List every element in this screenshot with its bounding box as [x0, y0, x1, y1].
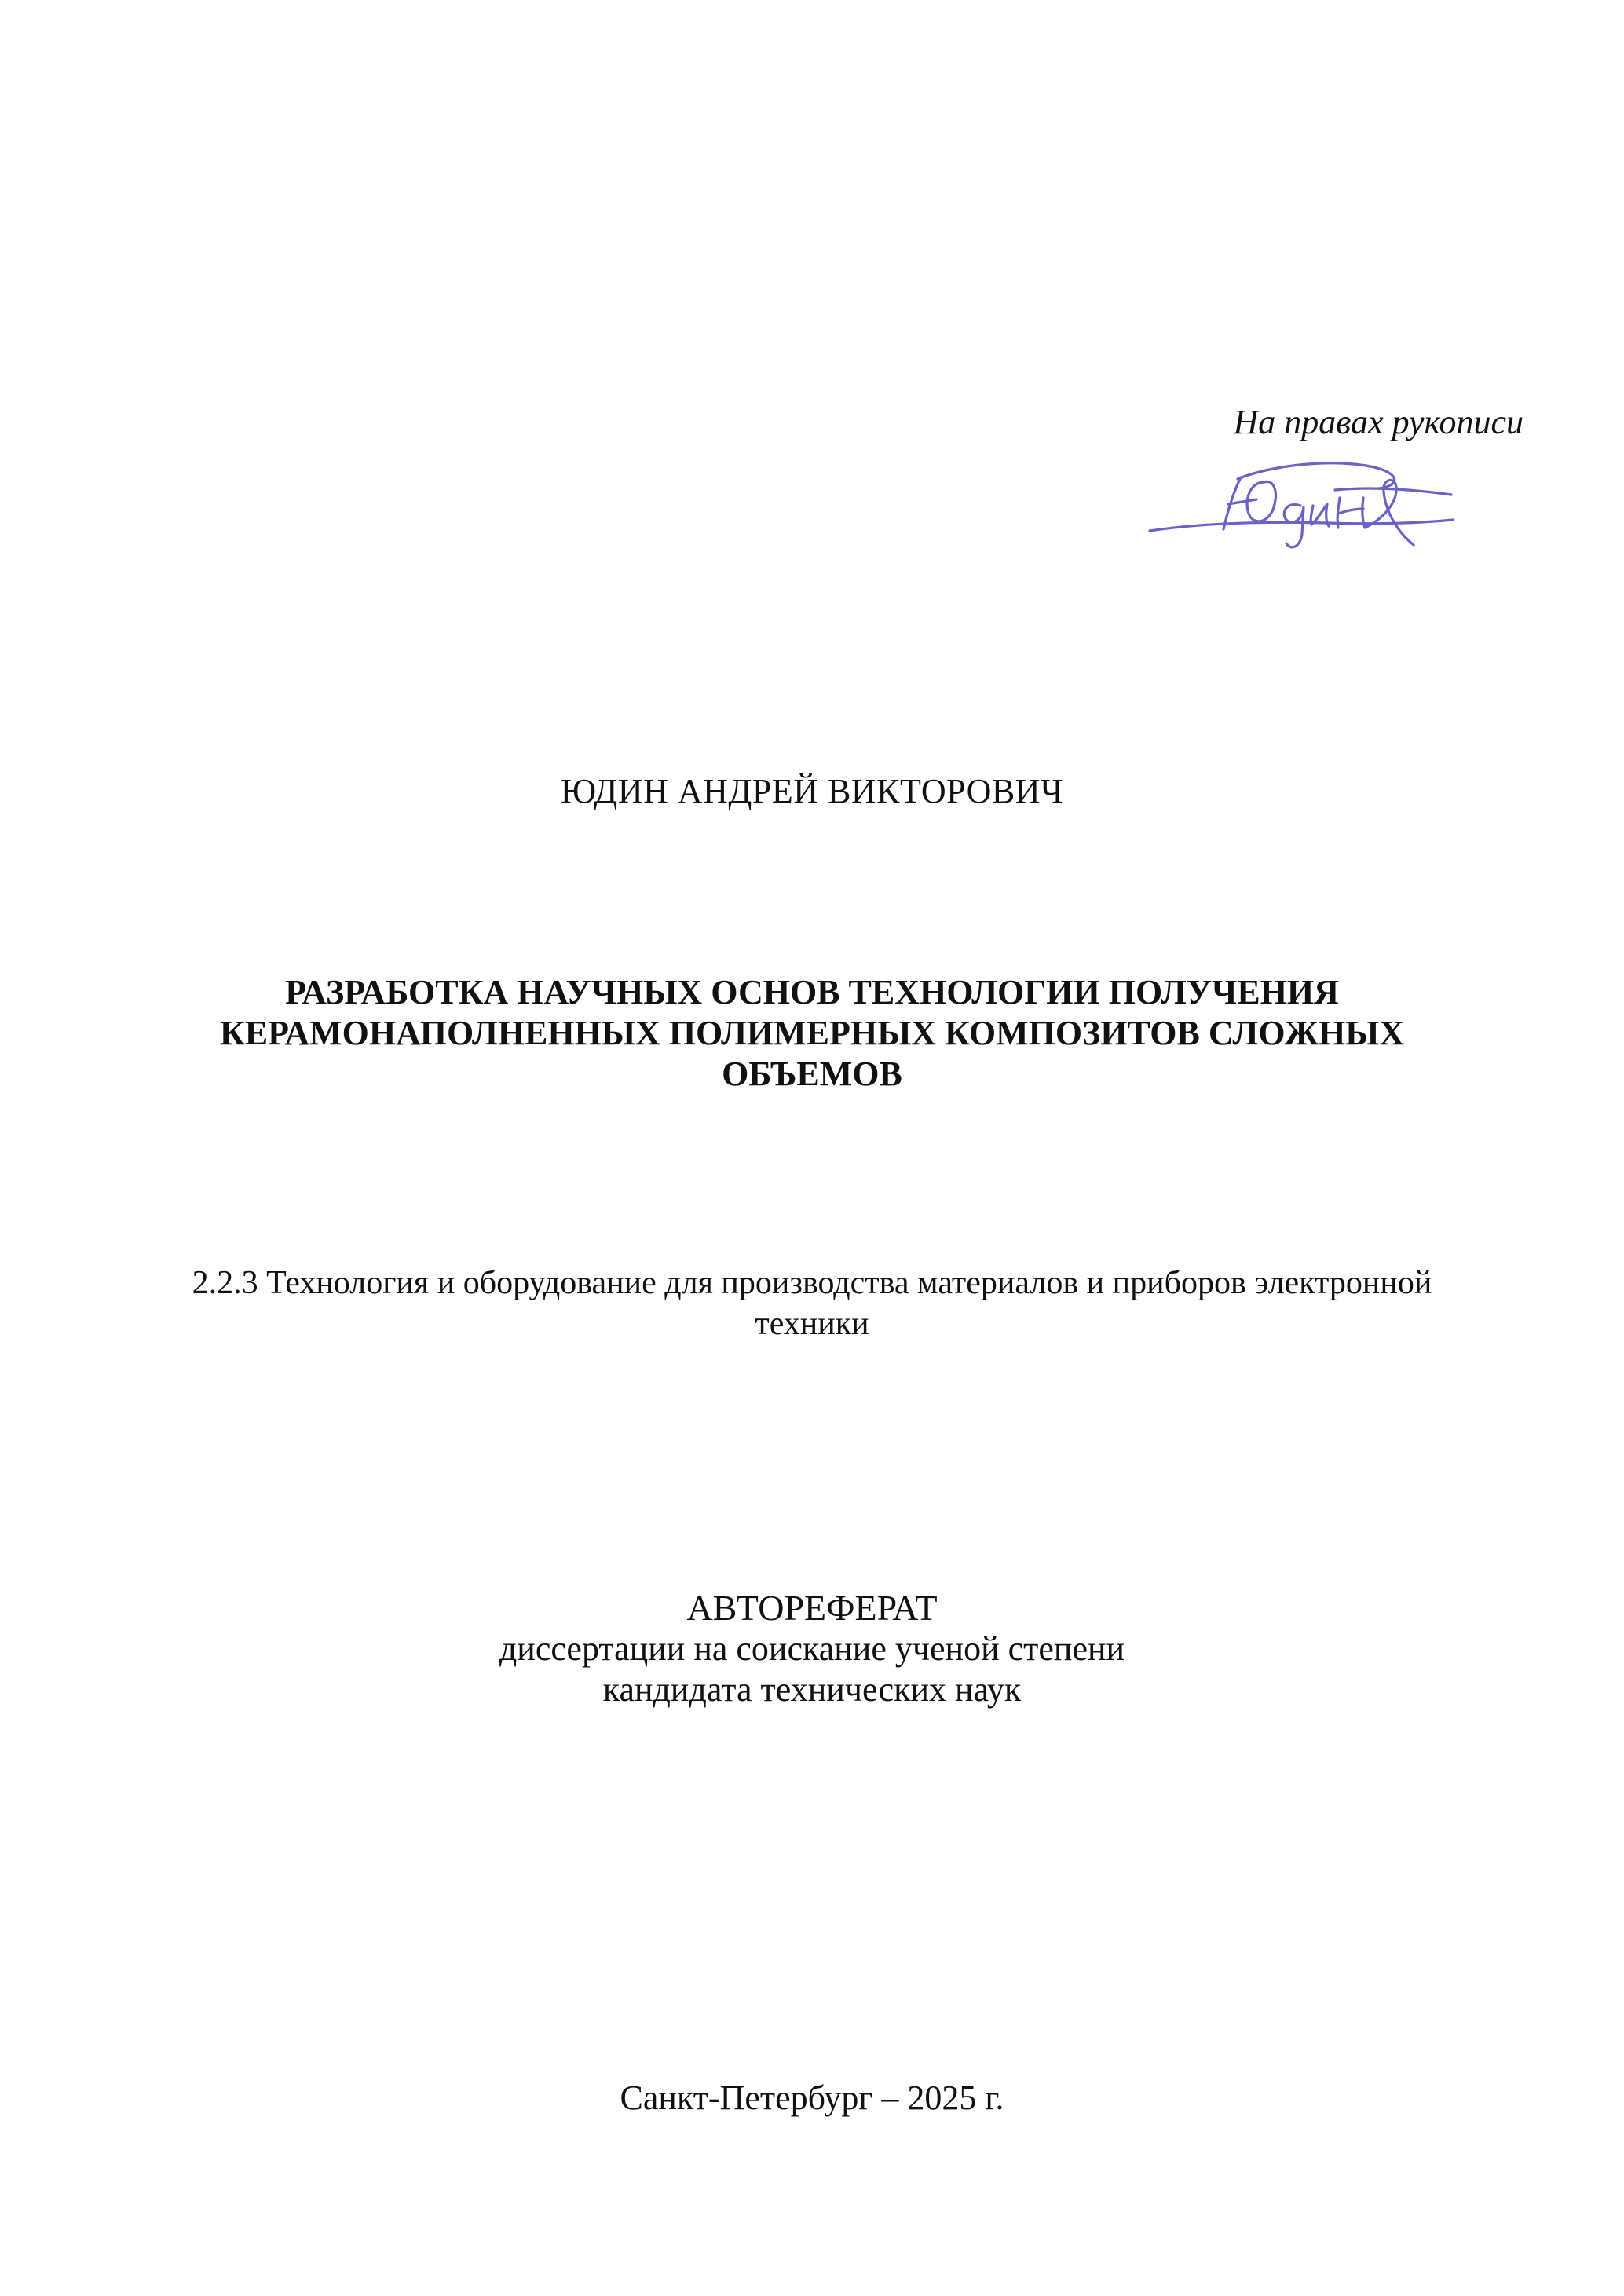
- specialty-line: 2.2.3 Технология и оборудование для производства материалов и приборов электронной: [192, 1265, 1432, 1301]
- abstract-block: [0, 1588, 1624, 1710]
- abstract-degree: кандидата технических наук: [602, 1670, 1022, 1709]
- author-signature: [1147, 455, 1461, 558]
- manuscript-note: На правах рукописи: [1233, 403, 1523, 441]
- specialty-code: [118, 1263, 1506, 1344]
- title-line: ОБЪЕМОВ: [722, 1055, 902, 1093]
- author-name: ЮДИН АНДРЕЙ ВИКТОРОВИЧ: [560, 772, 1064, 810]
- title-line: РАЗРАБОТКА НАУЧНЫХ ОСНОВ ТЕХНОЛОГИИ ПОЛУЧЕНИЯ: [285, 973, 1339, 1011]
- place-and-year: Санкт-Петербург – 2025 г.: [620, 2078, 1004, 2117]
- specialty-line: техники: [755, 1306, 869, 1342]
- abstract-purpose: диссертации на соискание ученой степени: [499, 1629, 1125, 1668]
- title-line: КЕРАМОНАПОЛНЕННЫХ ПОЛИМЕРНЫХ КОМПОЗИТОВ СЛОЖНЫХ: [219, 1014, 1405, 1052]
- abstract-heading: АВТОРЕФЕРАТ: [686, 1588, 938, 1628]
- dissertation-title: [118, 972, 1506, 1095]
